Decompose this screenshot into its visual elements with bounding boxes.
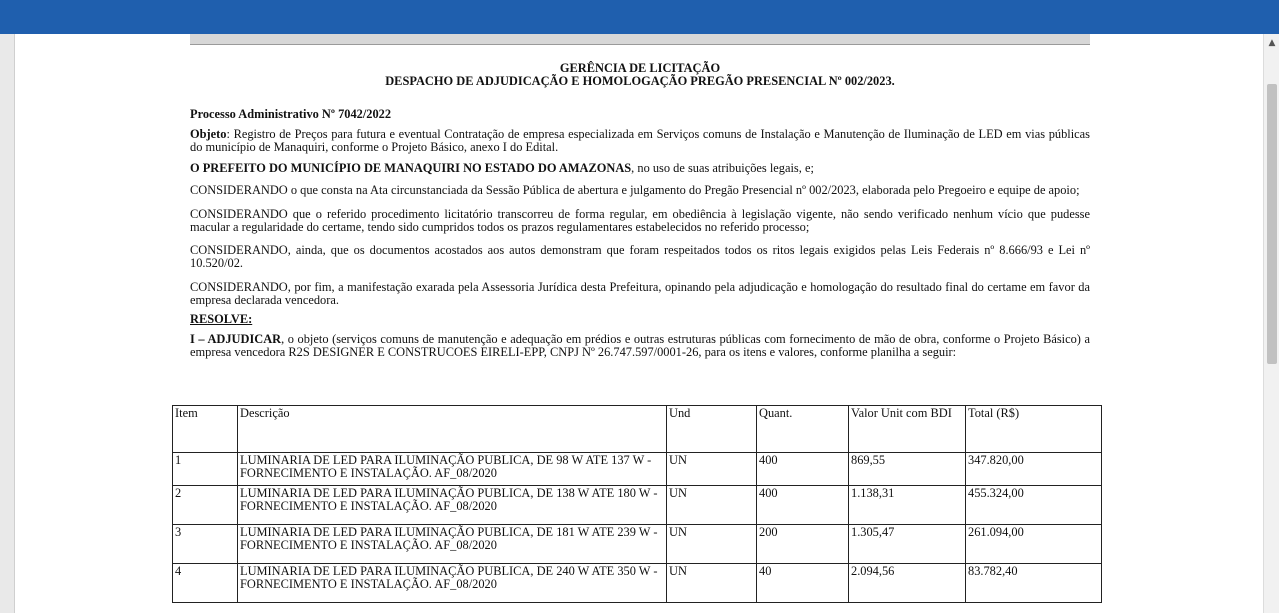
objeto-text: : Registro de Preços para futura e eventual Contratação de empresa especializada em Serviços comuns de Instalação e Manutenção de Iluminação de LED em vias públicas do município de Manaquiri, conforme o Projeto Básico, anexo I do Edital. [190, 127, 1090, 154]
adjudicar-bold: I – ADJUDICAR [190, 332, 282, 346]
cell-quant: 200 [757, 525, 849, 564]
cell-item: 2 [173, 486, 238, 525]
table-row [173, 453, 1102, 486]
cell-item: 3 [173, 525, 238, 564]
items-table [172, 405, 1102, 603]
cell-total: 347.820,00 [966, 453, 1102, 486]
cell-total: 455.324,00 [966, 486, 1102, 525]
considerando-1: CONSIDERANDO o que consta na Ata circunstanciada da Sessão Pública de abertura e julgamento do Pregão Presencial nº 002/2023, elaborada pelo Pregoeiro e equipe de apoio; [190, 183, 1080, 197]
header-total: Total (R$) [966, 406, 1102, 453]
document-top-edge [190, 34, 1090, 45]
header-item: Item [173, 406, 238, 453]
scroll-up-icon[interactable]: ▲ [1268, 38, 1276, 48]
cell-und: UN [667, 564, 757, 603]
prefeito-text: , no uso de suas atribuições legais, e; [631, 161, 814, 175]
left-edge [0, 34, 15, 613]
resolve-heading: RESOLVE: [190, 312, 253, 326]
header-valor-unit: Valor Unit com BDI [849, 406, 966, 453]
considerando-2: CONSIDERANDO que o referido procedimento licitatório transcorreu de forma regular, em obediência à legislação vigente, não sendo verificado nenhum vício que pudesse macular a regularidade do certame, tendo sido cumpridos todos os prazos regulamentares estabelecidos no referido processo; [190, 207, 1090, 234]
table-header-row [173, 406, 1102, 453]
cell-valor-unit: 1.305,47 [849, 525, 966, 564]
cell-item: 4 [173, 564, 238, 603]
scrollbar-thumb[interactable] [1267, 84, 1277, 364]
cell-und: UN [667, 486, 757, 525]
top-bar [0, 0, 1279, 34]
cell-quant: 400 [757, 486, 849, 525]
cell-quant: 400 [757, 453, 849, 486]
header-descricao: Descrição [238, 406, 667, 453]
header-quant: Quant. [757, 406, 849, 453]
header-und: Und [667, 406, 757, 453]
table-row [173, 564, 1102, 603]
cell-valor-unit: 1.138,31 [849, 486, 966, 525]
objeto-label: Objeto [190, 127, 227, 141]
cell-und: UN [667, 525, 757, 564]
prefeito-paragraph [190, 162, 1090, 175]
cell-quant: 40 [757, 564, 849, 603]
cell-valor-unit: 869,55 [849, 453, 966, 486]
adjudicar-paragraph [190, 333, 1090, 359]
cell-descricao: LUMINARIA DE LED PARA ILUMINAÇÃO PUBLICA, DE 98 W ATE 137 W - FORNECIMENTO E INSTALAÇÃO. AF_08/2020 [238, 453, 667, 486]
vertical-scrollbar[interactable] [1263, 34, 1279, 613]
considerando-3: CONSIDERANDO, ainda, que os documentos acostados aos autos demonstram que foram respeitados todos os ritos legais exigidos pelas Leis Federais nº 8.666/93 e Lei nº 10.520/02. [190, 243, 1090, 270]
cell-descricao: LUMINARIA DE LED PARA ILUMINAÇÃO PUBLICA, DE 138 W ATE 180 W - FORNECIMENTO E INSTALAÇÃO. AF_08/2020 [238, 486, 667, 525]
header-subtitle: DESPACHO DE ADJUDICAÇÃO E HOMOLOGAÇÃO PREGÃO PRESENCIAL Nº 002/2023. [385, 74, 895, 88]
prefeito-bold: O PREFEITO DO MUNICÍPIO DE MANAQUIRI NO ESTADO DO AMAZONAS [190, 161, 632, 175]
considerando-4: CONSIDERANDO, por fim, a manifestação exarada pela Assessoria Jurídica desta Prefeitura, opinando pela adjudicação e homologação do resultado final do certame em favor da empresa declarada vencedora. [190, 280, 1090, 307]
cell-total: 261.094,00 [966, 525, 1102, 564]
adjudicar-text: , o objeto (serviços comuns de manutenção e adequação em prédios e outras estruturas públicas com fornecimento de mão de obra, conforme o Projeto Básico) a empresa vencedora R2S DESIGNER E CONSTRUCOES EIRELI-EPP, CNPJ Nº 26.747.597/0001-26, para os itens e valores, conforme planilha a seguir: [190, 332, 1090, 359]
cell-descricao: LUMINARIA DE LED PARA ILUMINAÇÃO PUBLICA, DE 181 W ATE 239 W - FORNECIMENTO E INSTALAÇÃO. AF_08/2020 [238, 525, 667, 564]
table-row [173, 525, 1102, 564]
objeto-paragraph [190, 128, 1090, 154]
header-title: GERÊNCIA DE LICITAÇÃO [559, 61, 721, 75]
document-page [190, 62, 1090, 367]
table-row [173, 486, 1102, 525]
cell-valor-unit: 2.094,56 [849, 564, 966, 603]
cell-und: UN [667, 453, 757, 486]
cell-item: 1 [173, 453, 238, 486]
cell-total: 83.782,40 [966, 564, 1102, 603]
processo-label: Processo Administrativo Nº 7042/2022 [190, 107, 392, 121]
cell-descricao: LUMINARIA DE LED PARA ILUMINAÇÃO PUBLICA, DE 240 W ATE 350 W - FORNECIMENTO E INSTALAÇÃO. AF_08/2020 [238, 564, 667, 603]
